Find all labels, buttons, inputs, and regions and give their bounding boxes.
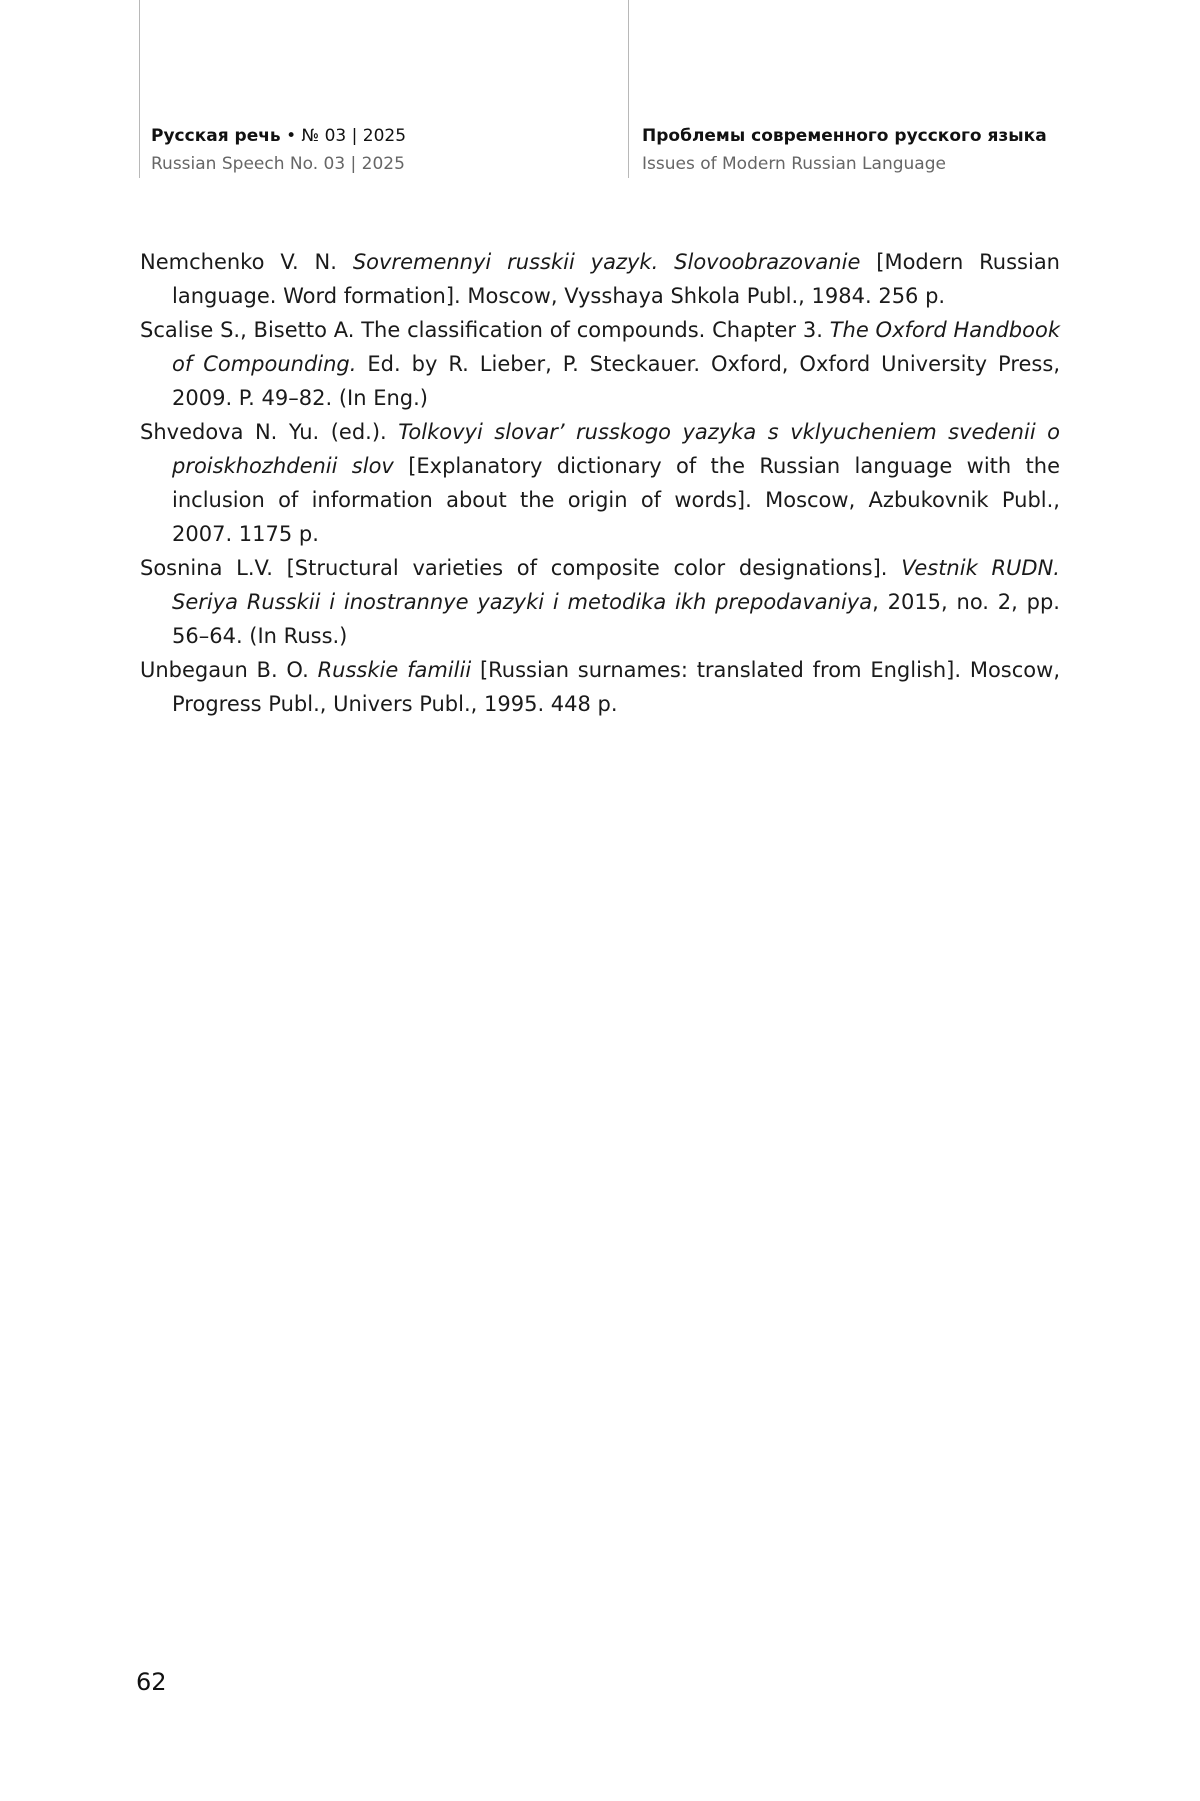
section-title-en: Issues of Modern Russian Language: [642, 154, 946, 174]
journal-name-ru: Русская речь: [151, 126, 281, 146]
reference-item: [140, 313, 1060, 415]
reference-item: [140, 551, 1060, 653]
reference-author: Shvedova N. Yu. (ed.).: [140, 420, 399, 444]
journal-title-ru-line: [151, 122, 406, 150]
reference-item: [140, 653, 1060, 721]
reference-author: Unbegaun B. O.: [140, 658, 318, 682]
reference-author: Nemchenko V. N.: [140, 250, 353, 274]
reference-title: Vestnik RUDN. Seriya Russkii i inostrannye yazyki i metodika ikh prepodavaniya: [172, 556, 1060, 614]
reference-author: Scalise S., Bisetto A. The classification of compounds. Chapter 3.: [140, 318, 830, 342]
reference-details: Ed. by R. Lieber, P. Steckauer. Oxford, Oxford University Press, 2009. P. 49–82. (In Eng.): [172, 352, 1060, 410]
reference-list: [140, 245, 1060, 721]
page-number: 62: [136, 1668, 167, 1696]
reference-details: [Explanatory dictionary of the Russian language with the inclusion of information about the origin of words]. Moscow, Azbukovnik Publ., 2007. 1175 p.: [172, 454, 1060, 546]
journal-issue-ru: • № 03 | 2025: [280, 126, 407, 146]
reference-item: [140, 245, 1060, 313]
reference-title: Tolkovyi slovar’ russkogo yazyka s vklyucheniem svedenii o proiskhozhdenii slov: [172, 420, 1060, 478]
journal-title-en: Russian Speech No. 03 | 2025: [151, 154, 405, 174]
reference-title: Russkie familii: [317, 658, 472, 682]
running-header-right: [642, 122, 1047, 178]
section-title-ru: Проблемы современного русского языка: [642, 126, 1047, 146]
running-header-left: [151, 122, 406, 178]
reference-details: [Russian surnames: translated from English]. Moscow, Progress Publ., Univers Publ., 1995. 448 p.: [172, 658, 1060, 716]
reference-author: Sosnina L.V. [Structural varieties of composite color designations].: [140, 556, 902, 580]
header-divider-right: [628, 0, 629, 178]
header-divider-left: [139, 0, 140, 178]
reference-details: , 2015, no. 2, pp. 56–64. (In Russ.): [172, 590, 1060, 648]
reference-details: [Modern Russian language. Word formation]. Moscow, Vysshaya Shkola Publ., 1984. 256 p.: [172, 250, 1060, 308]
reference-title: Sovremennyi russkii yazyk. Slovoobrazovanie: [352, 250, 861, 274]
reference-title: The Oxford Handbook of Compounding.: [172, 318, 1060, 376]
reference-item: [140, 415, 1060, 551]
